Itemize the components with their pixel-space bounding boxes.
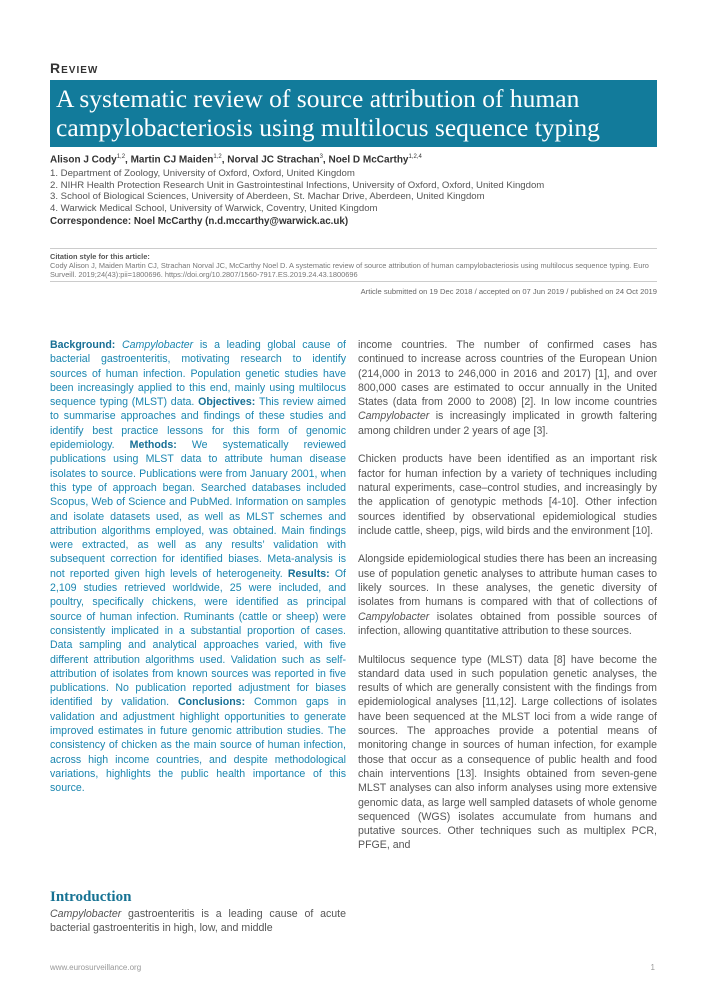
italic-term: Campylobacter <box>358 610 430 623</box>
affiliation: 4. Warwick Medical School, University of Warwick, Coventry, United Kingdom <box>50 202 378 214</box>
author-affiliation-ref: 1,2 <box>213 154 222 160</box>
author-name: Martin CJ Maiden <box>130 154 214 166</box>
section-label: Results: <box>287 567 335 580</box>
author-affiliation-ref: 3 <box>319 154 323 160</box>
text-run: gastroenteritis is a leading cause of acute bacterial gastroenteritis in high, low, and middle <box>50 908 346 935</box>
page-number: 1 <box>650 963 655 972</box>
text-run: Chicken products have been identified as an important risk factor for human infection by a variety of techniques including natural experiments, case–control studies, and increasingly by the application of genotypic methods [4-10]. Other infection sources identified by observational epidemiological studies include cattle, sheep, pigs, wild birds and the environment [10]. <box>358 453 657 537</box>
citation-label: Citation style for this article: <box>50 252 150 261</box>
text-run: income countries. The number of confirmed cases has continued to increase across countries of the European Union (214,000 in 2013 to 246,000 in 2016 and 2017) [1], and over 800,000 cases are estimated to occur annually in the United States (data from 2000 to 2008) [2]. In low income countries <box>358 339 657 409</box>
author-affiliation-ref: 1,2,4 <box>408 154 422 160</box>
introduction-paragraph <box>50 907 346 936</box>
author-name: Norval JC Strachan <box>227 154 320 166</box>
article-dates: Article submitted on 19 Dec 2018 / accepted on 07 Jun 2019 / published on 24 Oct 2019 <box>360 287 657 296</box>
text-run: Of 2,109 studies retrieved worldwide, 25 were included, and poultry, specifically chickens, were identified as principal source of human infection. Ruminants (cattle or sheep) were consistently implicated in a substantial proportion of cases. Data sampling and analytical approaches varied, with five different attribution algorithms used. Validation such as self-attribution of isolates from known sources was reported in five publications. No publication reported adjustment for biases identified by validation. <box>50 567 346 709</box>
section-label: Methods: <box>129 439 192 452</box>
section-label: Objectives: <box>198 396 259 409</box>
divider <box>50 248 657 249</box>
introduction-paragraph <box>358 653 657 853</box>
text-run: Alongside epidemiological studies there has been an increasing use of population genetic analyses to attribute human cases to likely sources. In these analyses, the genetic diversity of isolates from humans is compared with that of collections of <box>358 553 657 609</box>
correspondence[interactable]: Correspondence: Noel McCarthy (n.d.mccarthy@warwick.ac.uk) <box>50 216 349 227</box>
article-type: Review <box>50 60 99 76</box>
text-run: Multilocus sequence type (MLST) data [8] have become the standard data used in such population genetic analyses, the results of which are generally consistent with the findings from epidemiological analyses [11,12]. Large collections of isolates have been sequenced at the MLST loci from a wide range of sources. The approaches provide a potential means of monitoring change in sources of human infection, for example those that occur as a consequence of public health and food chain interventions [13]. Insights obtained from seven-gene MLST analyses can also inform analyses using more extensive genomic data, as large well sampled datasets of whole genome sequenced (WGS) isolates accumulate from humans and putative sources. Other techniques such as multiplex PCR, PFGE, and <box>358 653 657 852</box>
text-run: is increasingly implicated in growth faltering among children under 2 years of age [3]. <box>358 410 657 437</box>
section-label: Background: <box>50 339 122 351</box>
affiliation-list <box>50 168 544 214</box>
text-run: We systematically reviewed publications using MLST data to attribute human disease isolates to source. Publications were from January 2001, when this type of approach began. Searched databases included Scopus, Web of Science and PubMed. Information on samples and isolate datasets used, as well as MLST schemes and attribution algorithms employed, was obtained. Main findings were extracted, as well as any results’ validation with subsequent correction for identified biases. Meta-analysis is not reported given high levels of heterogeneity. <box>50 439 346 580</box>
author-name: Alison J Cody <box>50 154 117 166</box>
abstract <box>50 338 346 796</box>
author-list: Alison J Cody$^{1,2}$, Martin CJ Maiden$^{1,2}$, Norval JC Strachan$^3$, Noel D McCarthy$^{1,2,4}$ <box>50 154 422 166</box>
introduction-paragraph <box>358 552 657 638</box>
article-title: A systematic review of source attribution of human campylobacteriosis using multilocus sequence typing <box>56 84 600 142</box>
italic-term: Campylobacter <box>50 908 122 920</box>
author-affiliation-ref: 1,2 <box>116 154 126 160</box>
divider <box>50 281 657 282</box>
citation-text: Cody Alison J, Maiden Martin CJ, Strachan Norval JC, McCarthy Noel D. A systematic review of source attribution of human campylobacteriosis using multilocus sequence typing. Euro Surveill. 2019;24(43):pii=1800696. https://doi.org/10.2807/1560-7917.ES.2019.24.43.1800696 <box>50 261 649 279</box>
introduction-heading: Introduction <box>50 889 132 905</box>
affiliation: 3. School of Biological Sciences, University of Aberdeen, St. Machar Drive, Aberdeen, United Kingdom <box>50 191 485 203</box>
introduction-paragraph <box>358 452 657 538</box>
footer-url[interactable]: www.eurosurveillance.org <box>50 963 142 972</box>
author-name: Noel D McCarthy <box>328 154 409 166</box>
text-run: Common gaps in validation and adjustment highlight opportunities to generate improved estimates in future genomic attribution studies. The consistency of chicken as the main source of human infection, across high income countries, and despite methodological variations, highlights the public health importance of this source. <box>50 696 346 795</box>
text-run: isolates obtained from possible sources of infection, allowing quantitative attribution to these sources. <box>358 610 657 637</box>
affiliation: 2. NIHR Health Protection Research Unit in Gastrointestinal Infections, University of Oxford, Oxford, United Kingdom <box>50 179 545 191</box>
affiliation: 1. Department of Zoology, University of Oxford, Oxford, United Kingdom <box>50 168 355 179</box>
citation-block <box>50 252 657 279</box>
section-label: Conclusions: <box>178 696 254 709</box>
introduction-paragraph <box>358 338 657 438</box>
text-run: This review aimed to summarise approaches and findings of these studies and identify best practice lessons for this form of genomic epidemiology. <box>50 396 346 452</box>
italic-term: Campylobacter <box>358 410 430 423</box>
italic-term: Campylobacter <box>121 339 194 351</box>
right-column <box>358 338 657 867</box>
text-run: is a leading global cause of bacterial gastroenteritis, motivating research to identify sources of human infection. Population genetic studies have been increasingly applied to this end, mainly using multilocus sequence typing (MLST) data. <box>50 339 346 409</box>
